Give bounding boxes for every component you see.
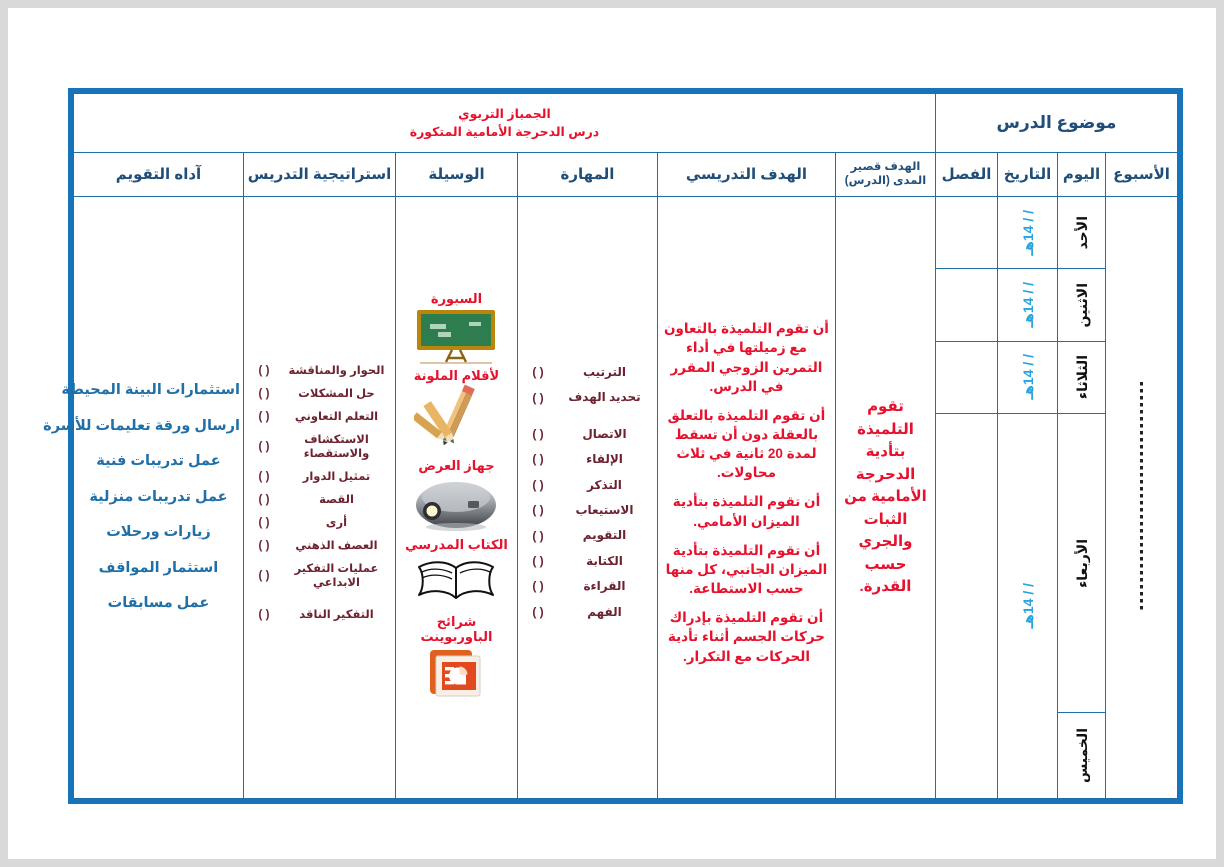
strategy-item-brainstorming[interactable] — [247, 539, 392, 553]
colored-pencils-icon — [414, 384, 498, 454]
day-label-3: الثلاثاء — [1073, 355, 1090, 400]
strategy-item-role-play[interactable] — [247, 470, 392, 484]
skill-cell[interactable] — [517, 196, 657, 798]
short-goal-cell[interactable] — [835, 196, 935, 798]
table-header-row — [73, 152, 1177, 196]
skill-checkbox[interactable]: ( ) — [532, 365, 544, 380]
skill-checkbox[interactable]: ( ) — [532, 553, 544, 568]
date-value-1: / / 14هـ — [1019, 209, 1036, 256]
strategy-item-cooperative-learning[interactable] — [247, 410, 392, 424]
media-caption-projector: جهاز العرض — [418, 458, 495, 474]
evaluation-item: ارسال ورقة تعليمات للأسرة — [43, 417, 240, 434]
evaluation-item: استثمار المواقف — [98, 559, 219, 576]
skill-item-reading[interactable] — [521, 579, 654, 593]
blackboard-icon — [414, 308, 498, 364]
skill-checkbox[interactable]: ( ) — [532, 579, 544, 594]
lesson-plan-table — [43, 93, 1178, 799]
evaluation-item: عمل تدريبات منزلية — [89, 488, 228, 505]
subject-header-label: موضوع الدرس — [996, 112, 1117, 132]
strategy-checkbox[interactable]: ( ) — [258, 516, 270, 529]
skill-item-recall[interactable] — [521, 478, 654, 492]
strategy-item-critical-thinking[interactable] — [247, 608, 392, 622]
skill-label: الفهم — [587, 604, 622, 619]
projector-icon — [410, 475, 502, 533]
day-label-4: الأربعاء — [1073, 538, 1090, 588]
week-dotted-line — [1140, 382, 1143, 612]
strategy-checkbox[interactable]: ( ) — [258, 387, 270, 400]
column-header-evaluation: آداه التقويم — [73, 152, 243, 196]
strategy-checkbox[interactable]: ( ) — [258, 470, 270, 483]
strategy-checkbox[interactable]: ( ) — [258, 609, 270, 622]
strategy-label: عمليات التفكير الابداعي — [294, 563, 379, 590]
strategy-item-discovery-inquiry[interactable] — [247, 433, 392, 461]
strategy-checkbox[interactable]: ( ) — [258, 440, 270, 453]
skill-label: تحديد الهدف — [568, 390, 641, 405]
skill-checkbox[interactable]: ( ) — [532, 390, 544, 405]
column-header-date: التاريخ — [998, 152, 1058, 196]
strategy-label: الاستكشاف والاستقصاء — [303, 433, 370, 460]
skill-label: الكتابة — [586, 553, 623, 568]
strategy-list — [247, 364, 392, 622]
column-header-media: الوسيلة — [395, 152, 517, 196]
class-cell-1[interactable] — [935, 196, 997, 268]
skill-label: الاستيعاب — [575, 502, 634, 517]
strategy-label: القصة — [319, 493, 354, 506]
week-cell[interactable] — [1106, 196, 1178, 798]
lesson-title-line2: درس الدحرجة الأمامية المتكورة — [409, 124, 600, 139]
skill-checkbox[interactable]: ( ) — [532, 426, 544, 441]
objective-item: أن تقوم التلميذة بتأدية الميزان الجانبي، كل منها حسب الاستطاعة. — [665, 542, 828, 597]
strategy-item-creative-thinking[interactable] — [247, 562, 392, 590]
column-header-day: اليوم — [1058, 152, 1106, 196]
strategy-item-story[interactable] — [247, 493, 392, 507]
column-header-class: الفصل — [935, 152, 997, 196]
lesson-title-line1: الجمباز التربوي — [458, 106, 551, 121]
date-cell-1[interactable] — [998, 196, 1058, 268]
skill-item-understanding[interactable] — [521, 605, 654, 619]
skill-item-tarteeb[interactable] — [521, 365, 654, 379]
schedule-row-1 — [73, 196, 1177, 268]
date-value-4: / / 14هـ — [1019, 583, 1036, 629]
day-label-2: الاثنين — [1073, 282, 1090, 328]
strategy-item-dialogue[interactable] — [247, 364, 392, 378]
skill-item-evaluation[interactable] — [521, 528, 654, 542]
evaluation-item: عمل مسابقات — [107, 595, 210, 612]
powerpoint-icon — [426, 646, 486, 702]
day-cell-5[interactable] — [1058, 713, 1106, 799]
media-caption-colored-pencils: لأقلام الملونة — [413, 367, 500, 383]
column-header-skill: المهارة — [517, 152, 657, 196]
evaluation-item: عمل تدريبات فنية — [96, 453, 221, 470]
strategy-checkbox[interactable]: ( ) — [258, 570, 270, 583]
evaluation-cell[interactable] — [43, 196, 243, 798]
subject-header-cell — [935, 94, 1177, 153]
lesson-title-cell — [73, 94, 935, 153]
document-page — [8, 8, 1216, 859]
day-cell-4[interactable] — [1058, 413, 1106, 712]
day-cell-3[interactable] — [1058, 341, 1106, 413]
class-cell-4[interactable] — [935, 413, 997, 798]
evaluation-item: استثمارات البينة المحيطة — [61, 382, 240, 399]
objective-item: أن تقوم التلميذة بإدراك حركات الجسم أثناء تأدية الحركات مع التكرار. — [667, 610, 826, 664]
day-label-5: الخميس — [1073, 728, 1090, 784]
evaluation-item: زيارات ورحلات — [106, 524, 211, 541]
strategy-item-problem-solving[interactable] — [247, 387, 392, 401]
date-cell-4[interactable] — [998, 413, 1058, 798]
media-caption-school-book: الكتاب المدرسي — [405, 536, 508, 552]
strategy-checkbox[interactable]: ( ) — [258, 410, 270, 423]
column-header-week: الأسبوع — [1106, 152, 1178, 196]
date-value-3: / / 14هـ — [1019, 354, 1036, 400]
skill-item-goal-setting[interactable] — [521, 390, 654, 404]
skill-checkbox[interactable]: ( ) — [532, 503, 544, 518]
skill-label: التذكر — [587, 477, 622, 492]
skill-checkbox[interactable]: ( ) — [532, 604, 544, 619]
skill-item-delivery[interactable] — [521, 452, 654, 466]
day-cell-1[interactable] — [1058, 196, 1106, 268]
strategy-item-ara[interactable] — [247, 516, 392, 530]
strategy-label: أرى — [325, 516, 348, 529]
day-cell-2[interactable] — [1058, 269, 1106, 341]
objective-item: أن تقوم التلميذة بتأدية الميزان الأمامي. — [672, 494, 821, 529]
class-cell-2[interactable] — [935, 269, 997, 341]
teaching-objective-list — [661, 319, 832, 666]
strategy-cell[interactable] — [243, 196, 395, 798]
column-header-strategy: استراتيجية التدريس — [243, 152, 395, 196]
strategy-checkbox[interactable]: ( ) — [258, 493, 270, 506]
day-label-1: الأحد — [1073, 215, 1090, 250]
evaluation-tools-list — [43, 373, 240, 622]
skill-label: الترتيب — [582, 365, 627, 379]
strategy-label: التفكير الناقد — [299, 609, 374, 622]
lesson-plan-table-container — [43, 88, 1183, 804]
strategy-label: الحوار والمناقشة — [288, 364, 385, 377]
skill-item-writing[interactable] — [521, 554, 654, 568]
strategy-checkbox[interactable]: ( ) — [258, 364, 270, 377]
strategy-label: تمثيل الدوار — [302, 470, 371, 483]
column-header-short-goal: الهدف قصير المدى (الدرس) — [835, 152, 935, 196]
teaching-objective-cell[interactable] — [657, 196, 835, 798]
strategy-label: التعلم التعاوني — [294, 410, 379, 423]
skill-label: التقويم — [582, 528, 627, 543]
short-goal-text: تقوم التلميذة بتأدية الدحرجة الأمامية من الثبات والجري حسب القدرة. — [844, 398, 927, 596]
media-caption-powerpoint: شرائح الباوربوينت — [420, 613, 493, 645]
skill-label: الإلقاء — [586, 452, 623, 467]
strategy-label: حل المشكلات — [298, 387, 375, 400]
column-header-teaching-objective: الهدف التدريسي — [657, 152, 835, 196]
skill-checkbox[interactable]: ( ) — [532, 477, 544, 492]
media-caption-blackboard: السبورة — [430, 291, 483, 307]
objective-item: أن تقوم التلميذة بالتعلق بالعقلة دون أن تسقط لمدة 20 ثانية في ثلاث محاولات. — [667, 407, 826, 481]
table-title-row — [73, 94, 1177, 153]
open-book-icon — [410, 554, 502, 610]
strategy-label: العصف الذهني — [295, 539, 378, 552]
skill-list — [521, 365, 654, 619]
date-cell-2[interactable] — [998, 269, 1058, 341]
strategy-checkbox[interactable]: ( ) — [258, 539, 270, 552]
date-value-2: / / 14هـ — [1019, 282, 1036, 328]
date-cell-3[interactable] — [998, 341, 1058, 413]
class-cell-3[interactable] — [935, 341, 997, 413]
skill-item-comprehension[interactable] — [521, 503, 654, 517]
skill-checkbox[interactable]: ( ) — [532, 452, 544, 467]
objective-item: أن تقوم التلميذة بالتعاون مع زميلتها في أداء التمرين الزوجي المقرر في الدرس. — [664, 321, 829, 394]
skill-checkbox[interactable]: ( ) — [532, 528, 544, 543]
skill-label: القراءة — [583, 579, 626, 594]
media-list — [399, 291, 514, 702]
media-cell[interactable] — [395, 196, 517, 798]
skill-item-communication[interactable] — [521, 427, 654, 441]
skill-label: الاتصال — [582, 426, 627, 441]
